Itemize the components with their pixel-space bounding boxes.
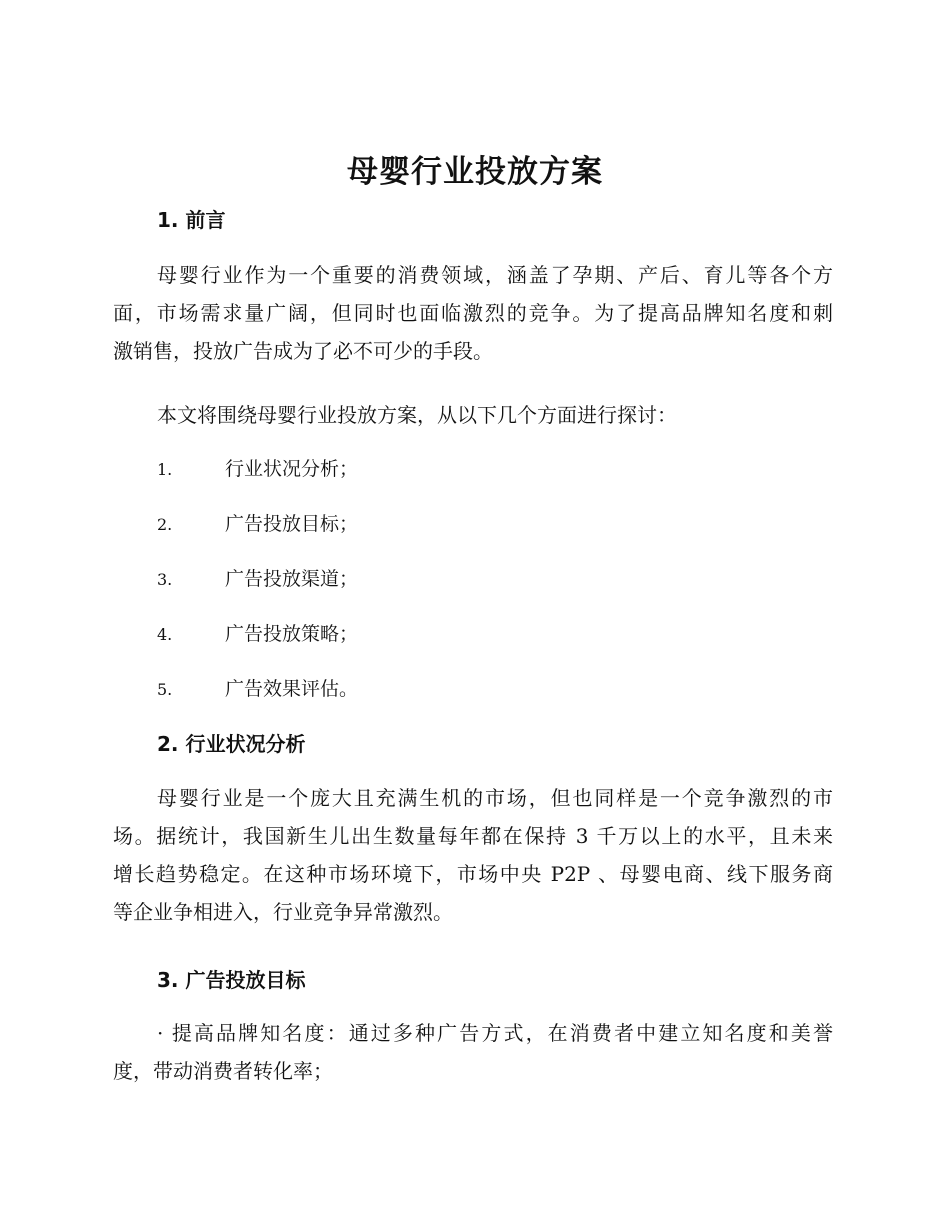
list-item-number: 3. — [157, 570, 173, 589]
list-item — [157, 674, 358, 705]
paragraph-line: 本文将围绕母婴行业投放方案，从以下几个方面进行探讨： — [157, 403, 677, 427]
list-item-text: 广告投放目标； — [225, 513, 359, 535]
list-item-number: 5. — [157, 680, 173, 699]
paragraph-line: 增长趋势稳定。在这种市场环境下，市场中央 P2P 、母婴电商、线下服务商 — [113, 862, 833, 886]
paragraph-line: 等企业争相进入，行业竞争异常激烈。 — [113, 900, 453, 924]
list-item-number: 4. — [157, 625, 173, 644]
paragraph-preface-outline — [113, 396, 833, 434]
paragraph-line: 母婴行业作为一个重要的消费领域，涵盖了孕期、产后、育儿等各个方 — [157, 263, 833, 287]
section-heading-industry-analysis: 2. 行业状况分析 — [157, 732, 306, 756]
list-item-text: 行业状况分析； — [225, 458, 359, 480]
list-item — [157, 509, 358, 540]
paragraph-line: 激销售，投放广告成为了必不可少的手段。 — [113, 339, 493, 363]
list-item — [157, 454, 358, 485]
paragraph-ad-goals — [113, 1014, 833, 1090]
list-item-number: 2. — [157, 515, 173, 534]
paragraph-line: 面，市场需求量广阔，但同时也面临激烈的竞争。为了提高品牌知名度和刺 — [113, 301, 833, 325]
paragraph-preface-intro — [113, 256, 833, 370]
paragraph-line: 度，带动消费者转化率； — [113, 1059, 333, 1083]
paragraph-line: · 提高品牌知名度：通过多种广告方式，在消费者中建立知名度和美誉 — [157, 1021, 833, 1045]
list-item-text: 广告投放渠道； — [225, 568, 359, 590]
section-heading-preface: 1. 前言 — [157, 208, 226, 232]
list-item — [157, 619, 358, 650]
list-item — [157, 564, 358, 595]
list-item-number: 1. — [157, 460, 173, 479]
document-title: 母婴行业投放方案 — [347, 154, 603, 190]
paragraph-industry-analysis — [113, 779, 833, 931]
section-heading-ad-goals: 3. 广告投放目标 — [157, 968, 306, 992]
list-item-text: 广告投放策略； — [225, 623, 359, 645]
paragraph-line: 母婴行业是一个庞大且充满生机的市场，但也同样是一个竞争激烈的市 — [157, 786, 833, 810]
paragraph-line: 场。据统计，我国新生儿出生数量每年都在保持 3 千万以上的水平，且未来 — [113, 824, 833, 848]
list-item-text: 广告效果评估。 — [225, 678, 359, 700]
